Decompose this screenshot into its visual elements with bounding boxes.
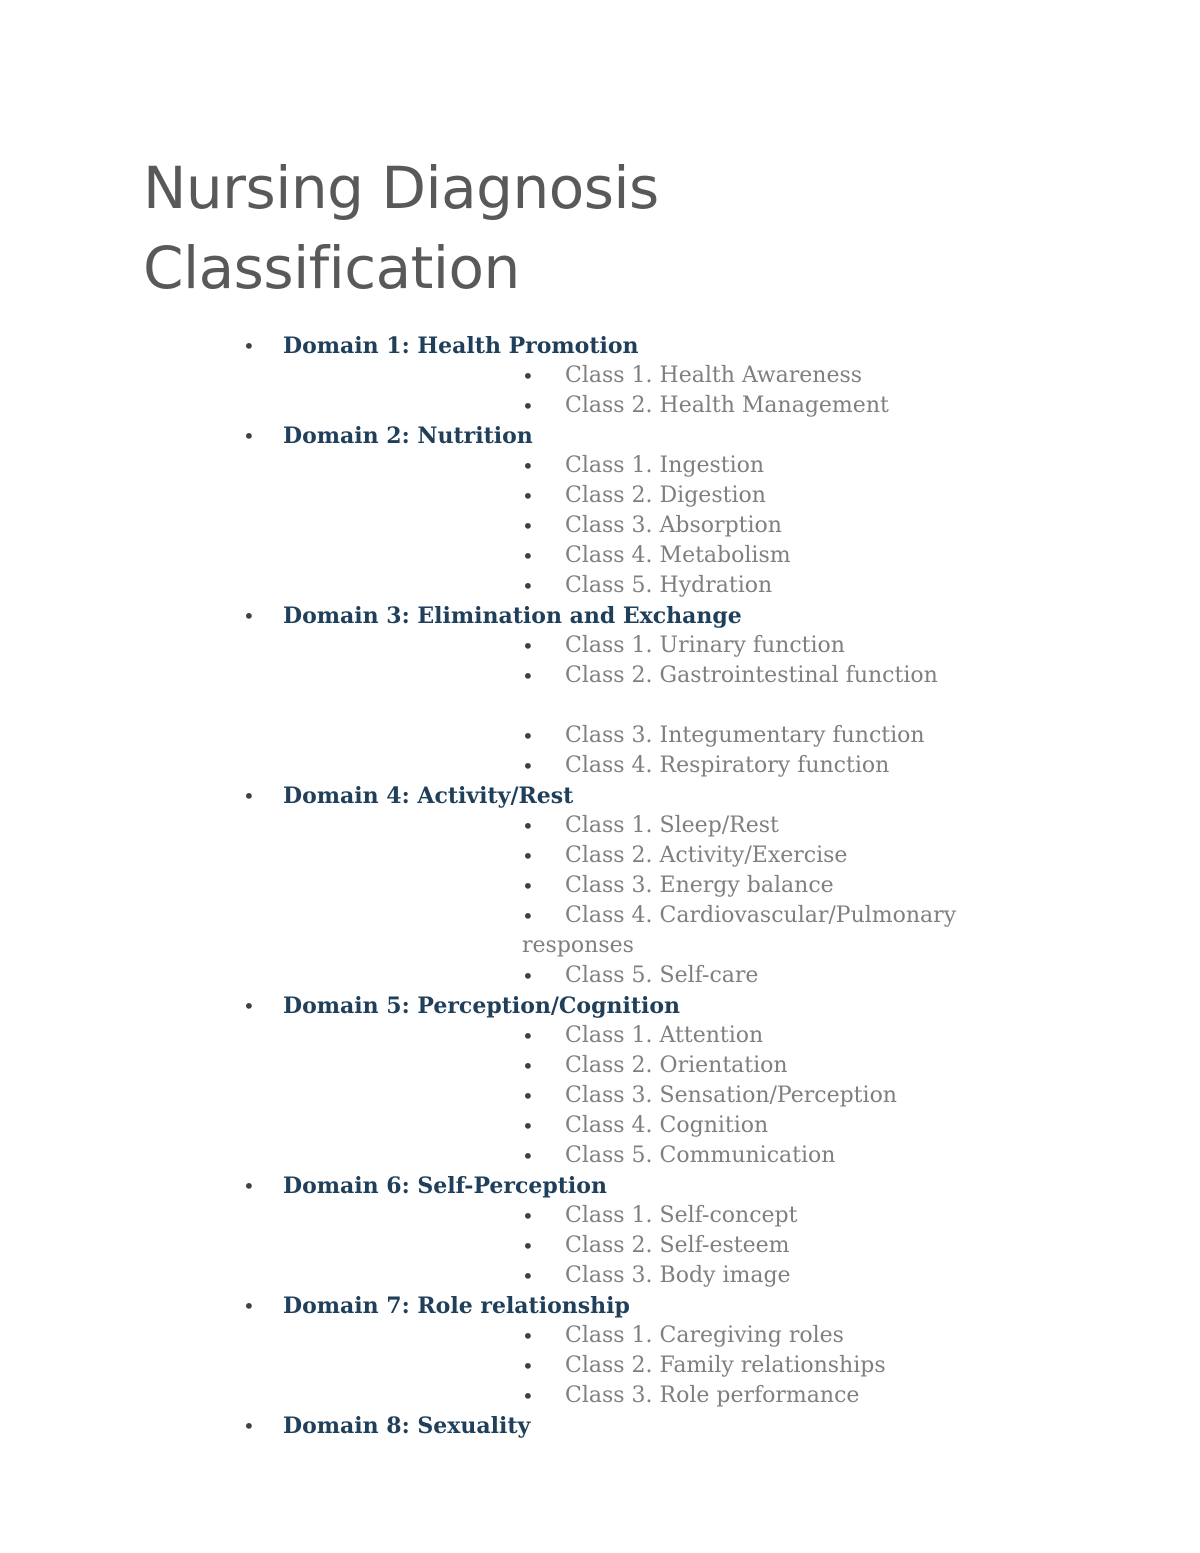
domain-row [0,1171,1200,1201]
class-item [0,1141,1200,1171]
bullet-icon: • [522,1084,534,1108]
bullet-icon: • [243,604,255,628]
bullet-icon: • [522,1054,534,1078]
class-item [0,1321,1200,1351]
class-item [0,661,1200,721]
class-item [0,961,1200,991]
class-item [0,1051,1200,1081]
bullet-icon: • [522,724,534,748]
bullet-icon: • [522,1324,534,1348]
domain-item [0,331,1200,421]
class-label: Class 5. Hydration [565,573,773,598]
bullet-icon: • [243,1174,255,1198]
bullet-icon: • [522,874,534,898]
class-list [0,1321,1200,1411]
domain-heading: Domain 2: Nutrition [283,423,533,449]
class-label: Class 3. Absorption [565,513,782,538]
bullet-icon: • [522,394,534,418]
class-item [0,721,1200,751]
class-item [0,451,1200,481]
bullet-icon: • [522,634,534,658]
domain-heading: Domain 5: Perception/Cognition [283,993,681,1019]
bullet-icon: • [522,754,534,778]
class-label: Class 3. Sensation/Perception [565,1083,897,1108]
bullet-icon: • [522,1384,534,1408]
bullet-icon: • [522,1264,534,1288]
domain-heading: Domain 7: Role relationship [283,1293,630,1319]
domain-heading: Domain 4: Activity/Rest [283,783,574,809]
bullet-icon: • [522,904,534,928]
class-label: Class 3. Body image [565,1263,791,1288]
domain-item [0,1291,1200,1411]
domain-item [0,781,1200,991]
domain-item [0,601,1200,781]
class-label: Class 2. Digestion [565,483,766,508]
class-item [0,541,1200,571]
domain-heading: Domain 3: Elimination and Exchange [283,603,742,629]
class-label: Class 3. Integumentary function [565,723,925,748]
class-item [0,1201,1200,1231]
class-item [0,391,1200,421]
class-item [0,1351,1200,1381]
class-item [0,811,1200,841]
bullet-icon: • [243,784,255,808]
class-label: Class 1. Caregiving roles [565,1323,844,1348]
bullet-icon: • [522,1204,534,1228]
class-label: Class 2. Gastrointestinal function [565,663,938,688]
domain-row [0,781,1200,811]
bullet-icon: • [522,364,534,388]
class-list [0,451,1200,601]
bullet-icon: • [243,1414,255,1438]
bullet-icon: • [522,484,534,508]
class-label: Class 5. Communication [565,1143,836,1168]
bullet-icon: • [522,814,534,838]
bullet-icon: • [522,1024,534,1048]
class-item [0,1111,1200,1141]
class-item [0,901,1200,961]
bullet-icon: • [522,1114,534,1138]
bullet-icon: • [522,454,534,478]
class-list [0,631,1200,781]
domain-row [0,991,1200,1021]
domain-row [0,601,1200,631]
class-label: Class 2. Orientation [565,1053,788,1078]
class-label: Class 1. Ingestion [565,453,765,478]
class-label: Class 2. Family relationships [565,1353,886,1378]
page-title [143,148,659,308]
class-item [0,1261,1200,1291]
class-item [0,631,1200,661]
domain-item [0,1411,1200,1441]
class-list [0,1201,1200,1291]
bullet-icon: • [522,514,534,538]
domain-row [0,1291,1200,1321]
bullet-icon: • [243,334,255,358]
domain-row [0,331,1200,361]
bullet-icon: • [522,844,534,868]
class-label: Class 3. Role performance [565,1383,860,1408]
bullet-icon: • [243,994,255,1018]
class-label: Class 4. Metabolism [565,543,791,568]
class-item [0,1381,1200,1411]
bullet-icon: • [243,1294,255,1318]
class-label: Class 2. Health Management [565,393,889,418]
domain-item [0,991,1200,1171]
class-label: Class 5. Self-care [565,963,759,988]
bullet-icon: • [522,574,534,598]
class-label: Class 4. Cognition [565,1113,769,1138]
domain-item [0,1171,1200,1291]
class-list [0,361,1200,421]
class-item [0,361,1200,391]
domain-heading: Domain 8: Sexuality [283,1413,531,1439]
class-label: Class 2. Activity/Exercise [565,843,848,868]
bullet-icon: • [522,664,534,688]
title-line-2: Classification [143,234,520,302]
class-item [0,1231,1200,1261]
class-label: Class 1. Self-concept [565,1203,798,1228]
class-label: Class 4. Cardiovascular/Pulmonary responses [522,903,957,958]
class-item [0,511,1200,541]
class-item [0,751,1200,781]
class-label: Class 1. Attention [565,1023,764,1048]
domain-heading: Domain 1: Health Promotion [283,333,639,359]
class-item [0,1081,1200,1111]
class-label: Class 2. Self-esteem [565,1233,790,1258]
class-label: Class 1. Health Awareness [565,363,863,388]
class-item [0,1021,1200,1051]
class-label: Class 4. Respiratory function [565,753,890,778]
domain-row [0,1411,1200,1441]
class-item [0,481,1200,511]
domain-list [0,331,1200,1441]
bullet-icon: • [522,1144,534,1168]
title-line-1: Nursing Diagnosis [143,154,659,222]
class-item [0,871,1200,901]
domain-row [0,421,1200,451]
class-list [0,811,1200,991]
bullet-icon: • [522,1354,534,1378]
class-label: Class 1. Urinary function [565,633,845,658]
class-item [0,841,1200,871]
bullet-icon: • [522,964,534,988]
bullet-icon: • [243,424,255,448]
class-list [0,1021,1200,1171]
domain-heading: Domain 6: Self-Perception [283,1173,607,1199]
domain-item [0,421,1200,601]
bullet-icon: • [522,1234,534,1258]
class-label: Class 1. Sleep/Rest [565,813,779,838]
class-item [0,571,1200,601]
class-label: Class 3. Energy balance [565,873,834,898]
bullet-icon: • [522,544,534,568]
